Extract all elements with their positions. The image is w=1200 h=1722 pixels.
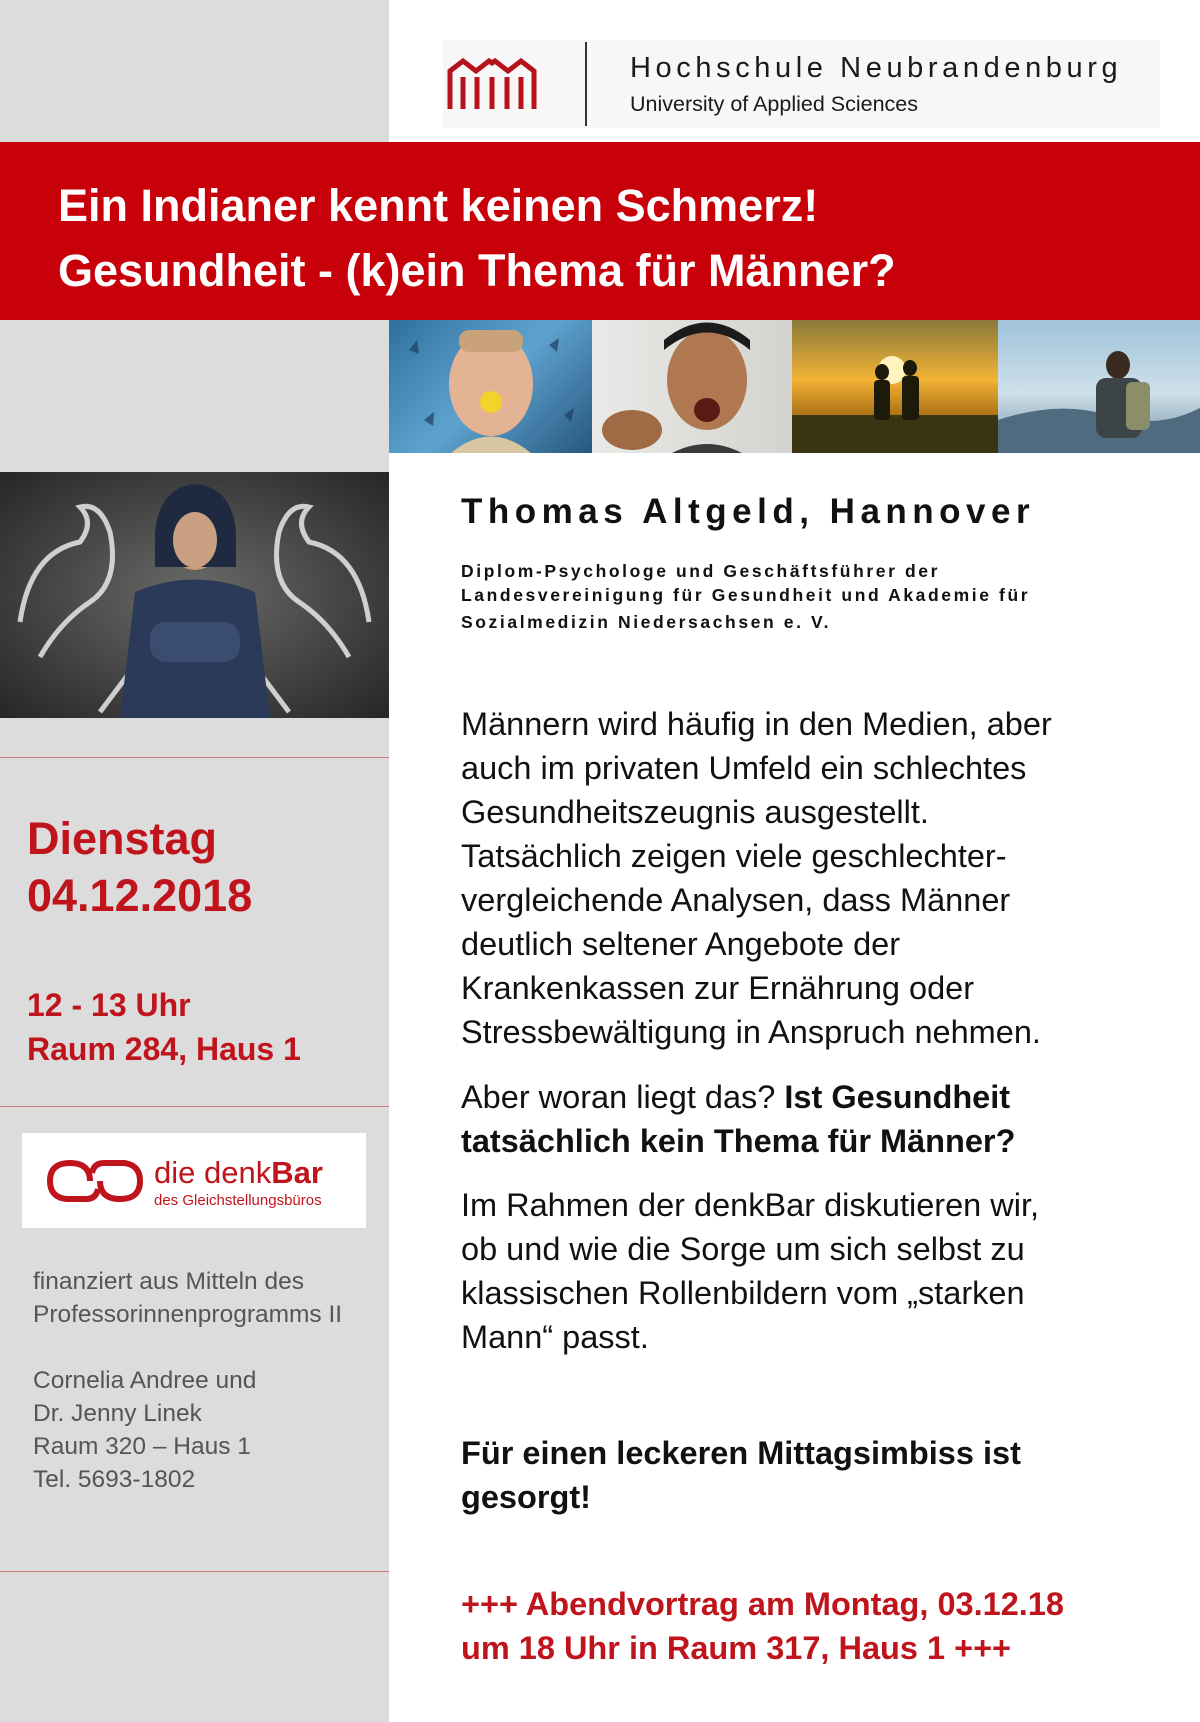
- body-paragraph-1-line-4: Tatsächlich zeigen viele geschlechter-: [461, 838, 1007, 874]
- speaker-name: Thomas Altgeld, Hannover: [461, 492, 1036, 531]
- event-time: 12 - 13 Uhr: [27, 987, 191, 1023]
- photo-shouting-man: [592, 320, 792, 453]
- event-date: 04.12.2018: [27, 870, 253, 921]
- denkbar-logo-icon: [46, 1157, 144, 1205]
- body-paragraph-1-line-5: vergleichende Analysen, dass Männer: [461, 882, 1011, 918]
- photo-hiker-mountains: [998, 320, 1200, 453]
- logo-divider: [585, 42, 587, 126]
- event-room: Raum 284, Haus 1: [27, 1031, 301, 1067]
- sidebar-divider-3: [0, 1571, 389, 1572]
- body-paragraph-2-line-2: tatsächlich kein Thema für Männer?: [461, 1123, 1016, 1159]
- event-title-line-2: Gesundheit - (k)ein Thema für Männer?: [58, 245, 896, 296]
- event-day: Dienstag: [27, 813, 218, 864]
- event-title-line-1: Ein Indianer kennt keinen Schmerz!: [58, 180, 819, 231]
- contact-line-3: Raum 320 – Haus 1: [33, 1433, 251, 1460]
- speaker-role-line-3: Sozialmedizin Niedersachsen e. V.: [461, 612, 832, 632]
- denkbar-wordmark: die denkBar: [154, 1155, 323, 1190]
- funding-line-1: finanziert aus Mitteln des: [33, 1268, 304, 1295]
- denkbar-logo: [22, 1133, 366, 1228]
- contact-line-4: Tel. 5693-1802: [33, 1466, 196, 1493]
- contact-line-1: Cornelia Andree und: [33, 1367, 257, 1394]
- sidebar-divider-2: [0, 1106, 389, 1107]
- sidebar-divider-1: [0, 757, 389, 758]
- snack-note-line-1: Für einen leckeren Mittagsimbiss ist: [461, 1435, 1021, 1471]
- body-paragraph-1-line-2: auch im privaten Umfeld ein schlechtes: [461, 750, 1027, 786]
- body-paragraph-3-line-2: ob und wie die Sorge um sich selbst zu: [461, 1231, 1025, 1267]
- evening-lecture-line-1: +++ Abendvortrag am Montag, 03.12.18: [461, 1586, 1064, 1622]
- evening-lecture-line-2: um 18 Uhr in Raum 317, Haus 1 +++: [461, 1630, 1012, 1666]
- body-paragraph-3-line-4: Mann“ passt.: [461, 1319, 649, 1355]
- body-paragraph-2-line-1: Aber woran liegt das? Ist Gesundheit: [461, 1079, 1011, 1115]
- speaker-role-line-1: Diplom-Psychologe und Geschäftsführer der: [461, 561, 941, 581]
- photo-man-with-lemon: [389, 320, 592, 453]
- body-paragraph-1-line-1: Männern wird häufig in den Medien, aber: [461, 706, 1052, 742]
- snack-note-line-2: gesorgt!: [461, 1479, 591, 1515]
- body-paragraph-1-line-8: Stressbewältigung in Anspruch nehmen.: [461, 1014, 1041, 1050]
- university-subtitle: University of Applied Sciences: [630, 92, 919, 116]
- body-paragraph-1-line-6: deutlich seltener Angebote der: [461, 926, 901, 962]
- university-logo-mark-icon: [447, 57, 537, 111]
- denkbar-subtitle: des Gleichstellungsbüros: [154, 1192, 322, 1209]
- body-paragraph-3-line-3: klassischen Rollenbildern vom „starken: [461, 1275, 1025, 1311]
- photo-couple-sunset: [792, 320, 998, 453]
- contact-line-2: Dr. Jenny Linek: [33, 1400, 202, 1427]
- university-name: Hochschule Neubrandenburg: [630, 52, 1123, 84]
- body-paragraph-1-line-3: Gesundheitszeugnis ausgestellt.: [461, 794, 929, 830]
- photo-man-chalk-muscles: [0, 472, 389, 718]
- speaker-role-line-2: Landesvereinigung für Gesundheit und Akademie für: [461, 585, 1031, 605]
- funding-line-2: Professorinnenprogramms II: [33, 1301, 343, 1328]
- body-paragraph-1-line-7: Krankenkassen zur Ernährung oder: [461, 970, 975, 1006]
- body-paragraph-3-line-1: Im Rahmen der denkBar diskutieren wir,: [461, 1187, 1040, 1223]
